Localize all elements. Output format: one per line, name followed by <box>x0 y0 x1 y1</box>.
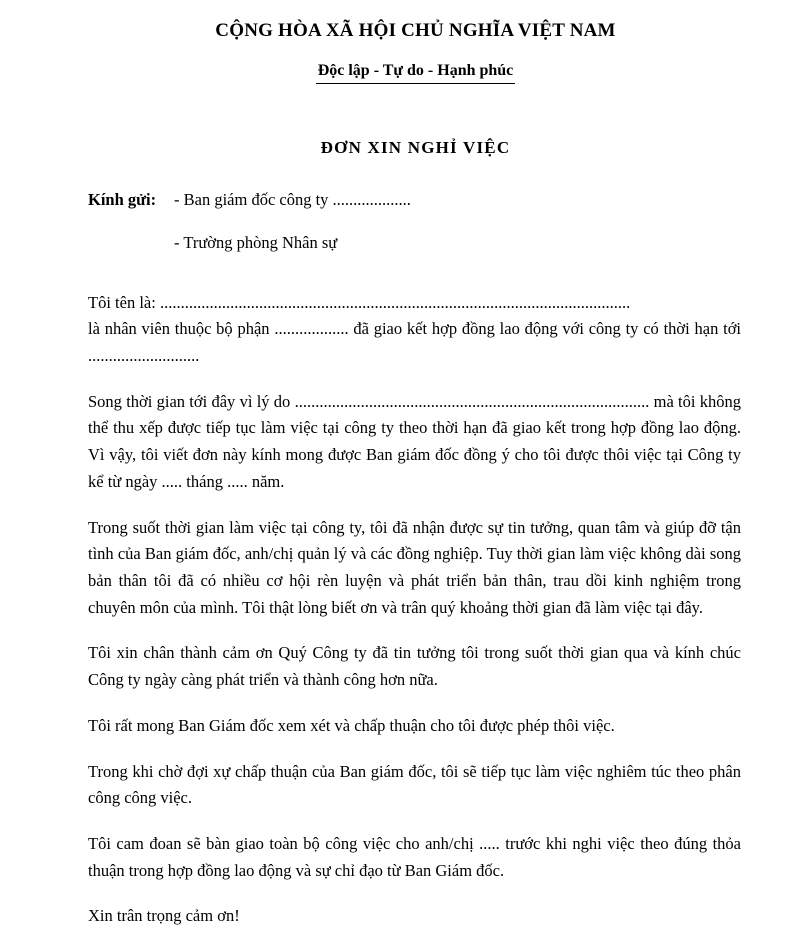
paragraph-handover: Tôi cam đoan sẽ bàn giao toàn bộ công việc cho anh/chị ..... trước khi nghi việc theo đúng thỏa thuận trong hợp đồng lao động và sự chỉ đạo từ Ban Giám đốc. <box>88 831 743 884</box>
recipient-block <box>88 188 743 256</box>
paragraph-request-approval: Tôi rất mong Ban Giám đốc xem xét và chấp thuận cho tôi được phép thôi việc. <box>88 713 743 740</box>
recipient-indent <box>88 231 174 256</box>
paragraph-pending-approval: Trong khi chờ đợi xự chấp thuận của Ban giám đốc, tôi sẽ tiếp tục làm việc nghiêm túc theo phân công công việc. <box>88 759 743 812</box>
paragraph-department-line: là nhân viên thuộc bộ phận .................. đã giao kết hợp đồng lao động với công ty có thời hạn tới ........................... <box>88 316 743 369</box>
recipient-line-2 <box>88 231 743 256</box>
paragraph-name-line: Tôi tên là: .................................................................................................................. <box>88 290 743 317</box>
motto-wrapper <box>88 62 743 84</box>
recipient-value-2: - Trường phòng Nhân sự <box>174 231 743 256</box>
document-title: ĐƠN XIN NGHỈ VIỆC <box>88 138 743 158</box>
national-motto: Độc lập - Tự do - Hạnh phúc <box>316 62 516 84</box>
recipient-value-1: - Ban giám đốc công ty ................... <box>174 188 743 213</box>
paragraph-closing: Xin trân trọng cảm ơn! <box>88 903 743 930</box>
paragraph-reason: Song thời gian tới đây vì lý do ...................................................................................... mà tôi không thể thu xếp được tiếp tục làm việc tại công ty theo thời hạn đã giao kết trong hợp đồng lao động. Vì vậy, tôi viết đơn này kính mong được Ban giám đốc đồng ý cho tôi được thôi việc tại Công ty kể từ ngày ..... tháng ..... năm. <box>88 389 743 496</box>
national-title: CỘNG HÒA XÃ HỘI CHỦ NGHĨA VIỆT NAM <box>88 20 743 42</box>
recipient-line-1 <box>88 188 743 213</box>
recipient-label: Kính gửi: <box>88 188 174 213</box>
paragraph-gratitude: Trong suốt thời gian làm việc tại công ty, tôi đã nhận được sự tin tưởng, quan tâm và giúp đỡ tận tình của Ban giám đốc, anh/chị quản lý và các đồng nghiệp. Tuy thời gian làm việc không dài song bản thân tôi đã có nhiều cơ hội rèn luyện và phát triển bản thân, trau dồi kinh nghiệm trong chuyên môn của mình. Tôi thật lòng biết ơn và trân quý khoảng thời gian đã làm việc tại đây. <box>88 515 743 622</box>
document-body <box>88 290 743 930</box>
paragraph-thanks: Tôi xin chân thành cảm ơn Quý Công ty đã tin tưởng tôi trong suốt thời gian qua và kính chúc Công ty ngày càng phát triển và thành công hơn nữa. <box>88 640 743 693</box>
